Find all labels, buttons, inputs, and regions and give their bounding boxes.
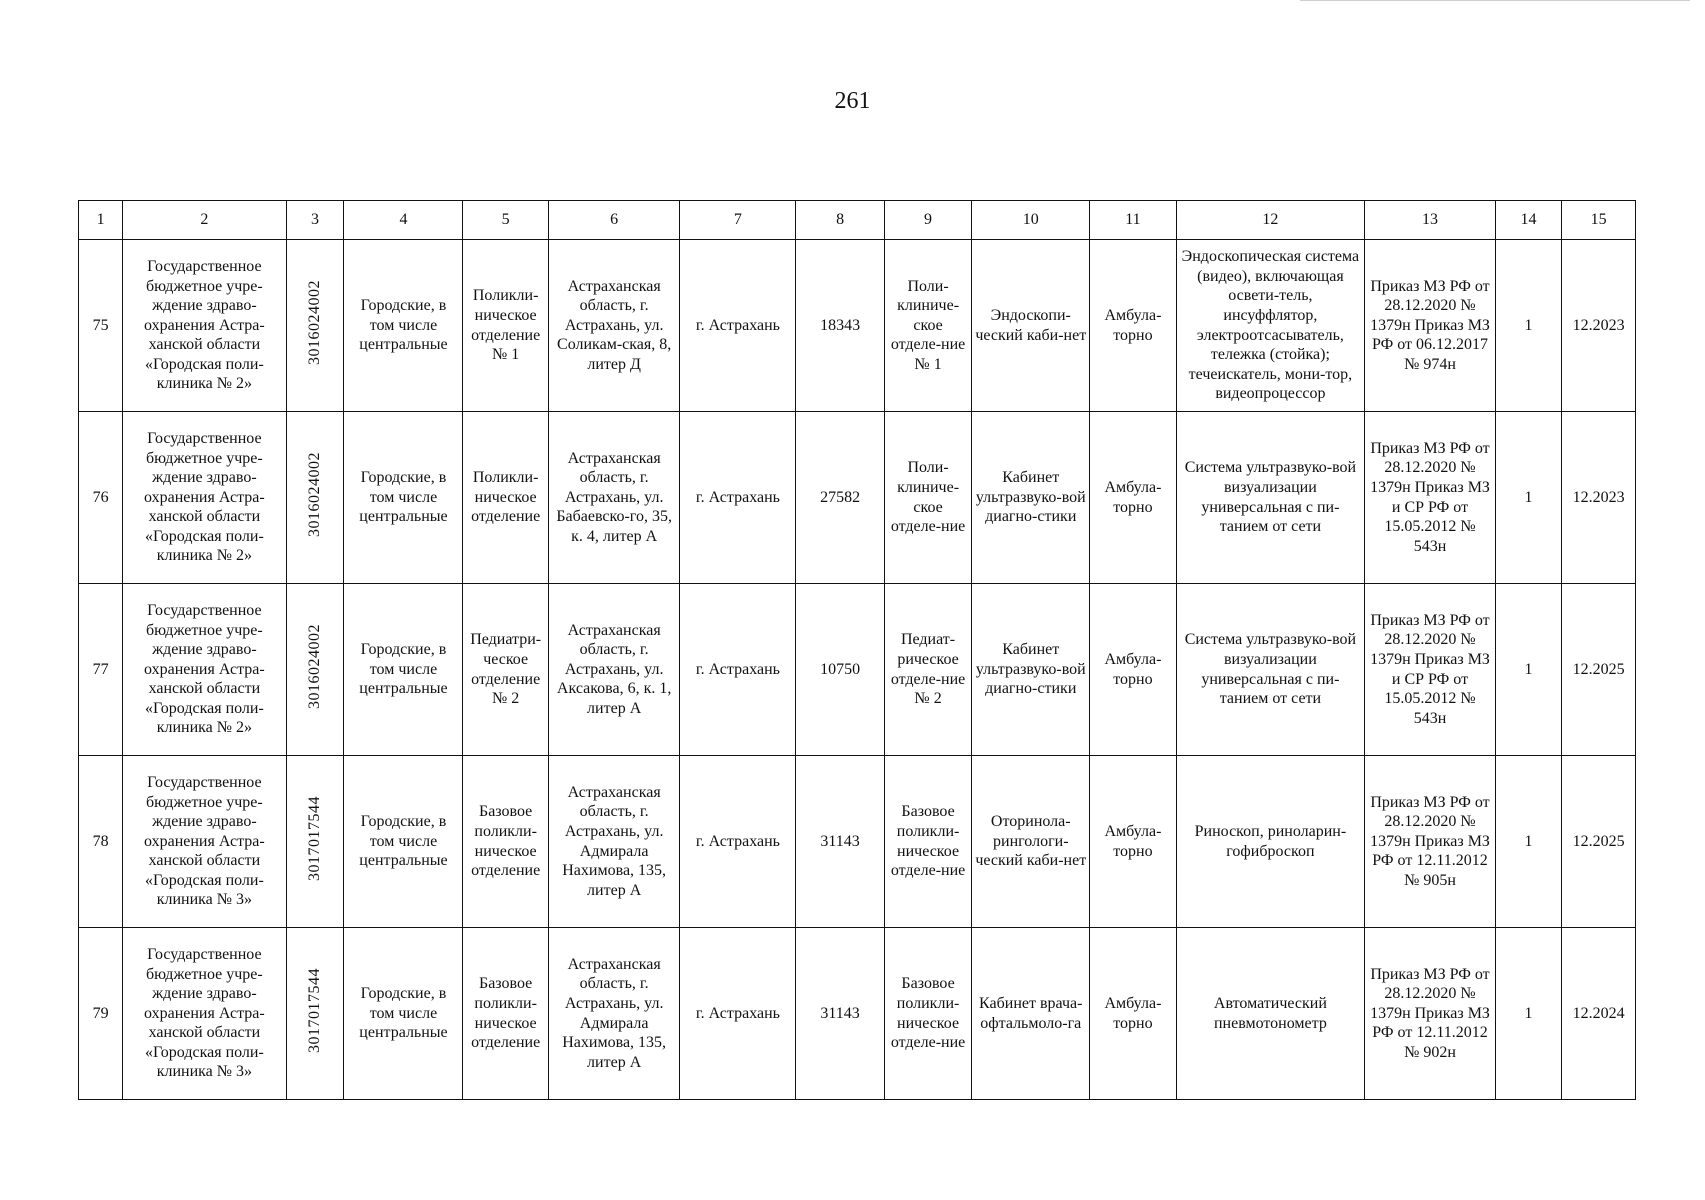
number: 18343 xyxy=(796,240,884,412)
care-mode: Амбула-торно xyxy=(1090,412,1176,584)
equipment: Система ультразвуко-вой визуализации универсальная с пи-танием от сети xyxy=(1176,412,1365,584)
header-row xyxy=(79,201,1636,240)
order-reference: Приказ МЗ РФ от 28.12.2020 № 1379н Приказ МЗ и СР РФ от 15.05.2012 № 543н xyxy=(1365,584,1496,756)
number: 31143 xyxy=(796,928,884,1100)
organization: Государственное бюджетное учре-ждение здраво-охранения Астра-ханской области «Городская поли-клиника № 2» xyxy=(123,584,286,756)
equipment: Автоматический пневмотонометр xyxy=(1176,928,1365,1100)
subdivision: Педиатри-ческое отделение № 2 xyxy=(463,584,548,756)
address: Астраханская область, г. Астрахань, ул. Бабаевско-го, 35, к. 4, литер А xyxy=(548,412,680,584)
room: Кабинет ультразвуко-вой диагно-стики xyxy=(972,584,1090,756)
address: Астраханская область, г. Астрахань, ул. Адмирала Нахимова, 135, литер А xyxy=(548,756,680,928)
quantity: 1 xyxy=(1495,412,1561,584)
equipment: Эндоскопическая система (видео), включающая освети-тель, инсуффлятор, электроотсасыватель, тележка (стойка); течеискатель, мони-тор, видеопроцессор xyxy=(1176,240,1365,412)
organization: Государственное бюджетное учре-ждение здраво-охранения Астра-ханской области «Городская поли-клиника № 2» xyxy=(123,412,286,584)
address: Астраханская область, г. Астрахань, ул. Адмирала Нахимова, 135, литер А xyxy=(548,928,680,1100)
row-number: 78 xyxy=(79,756,123,928)
column-header: 12 xyxy=(1176,201,1365,240)
column-header: 1 xyxy=(79,201,123,240)
settlement-type: Городские, в том числе центральные xyxy=(344,240,463,412)
column-header: 6 xyxy=(548,201,680,240)
column-header: 8 xyxy=(796,201,884,240)
quantity: 1 xyxy=(1495,240,1561,412)
department: Поли-клиниче-ское отделе-ние xyxy=(884,412,971,584)
room: Кабинет ультразвуко-вой диагно-стики xyxy=(972,412,1090,584)
settlement-type: Городские, в том числе центральные xyxy=(344,584,463,756)
row-number: 79 xyxy=(79,928,123,1100)
subdivision: Базовое поликли-ническое отделение xyxy=(463,928,548,1100)
subdivision: Поликли-ническое отделение xyxy=(463,412,548,584)
order-reference: Приказ МЗ РФ от 28.12.2020 № 1379н Приказ МЗ РФ от 12.11.2012 № 902н xyxy=(1365,928,1496,1100)
registry-table xyxy=(78,200,1636,1100)
org-code: 3016024002 xyxy=(306,624,324,710)
organization: Государственное бюджетное учре-ждение здраво-охранения Астра-ханской области «Городская поли-клиника № 2» xyxy=(123,240,286,412)
column-header: 5 xyxy=(463,201,548,240)
number: 31143 xyxy=(796,756,884,928)
care-mode: Амбула-торно xyxy=(1090,584,1176,756)
row-number: 77 xyxy=(79,584,123,756)
due-date: 12.2023 xyxy=(1562,412,1636,584)
column-header: 10 xyxy=(972,201,1090,240)
table-row xyxy=(79,584,1636,756)
column-header: 3 xyxy=(286,201,344,240)
column-header: 2 xyxy=(123,201,286,240)
order-reference: Приказ МЗ РФ от 28.12.2020 № 1379н Приказ МЗ РФ от 12.11.2012 № 905н xyxy=(1365,756,1496,928)
column-header: 11 xyxy=(1090,201,1176,240)
org-code: 3016024002 xyxy=(306,452,324,538)
org-code: 3017017544 xyxy=(306,968,324,1054)
column-header: 14 xyxy=(1495,201,1561,240)
table-row xyxy=(79,412,1636,584)
org-code-cell xyxy=(286,240,344,412)
address: Астраханская область, г. Астрахань, ул. Соликам-ская, 8, литер Д xyxy=(548,240,680,412)
city: г. Астрахань xyxy=(680,928,796,1100)
settlement-type: Городские, в том числе центральные xyxy=(344,928,463,1100)
row-number: 76 xyxy=(79,412,123,584)
subdivision: Базовое поликли-ническое отделение xyxy=(463,756,548,928)
page-number: 261 xyxy=(834,88,871,114)
table-row xyxy=(79,240,1636,412)
city: г. Астрахань xyxy=(680,240,796,412)
organization: Государственное бюджетное учре-ждение здраво-охранения Астра-ханской области «Городская поли-клиника № 3» xyxy=(123,928,286,1100)
address: Астраханская область, г. Астрахань, ул. Аксакова, 6, к. 1, литер А xyxy=(548,584,680,756)
column-header: 15 xyxy=(1562,201,1636,240)
care-mode: Амбула-торно xyxy=(1090,756,1176,928)
due-date: 12.2025 xyxy=(1562,756,1636,928)
org-code-cell xyxy=(286,412,344,584)
city: г. Астрахань xyxy=(680,584,796,756)
column-header: 9 xyxy=(884,201,971,240)
equipment: Риноскоп, риноларин-гофиброскоп xyxy=(1176,756,1365,928)
order-reference: Приказ МЗ РФ от 28.12.2020 № 1379н Приказ МЗ РФ от 06.12.2017 № 974н xyxy=(1365,240,1496,412)
due-date: 12.2025 xyxy=(1562,584,1636,756)
room: Эндоскопи-ческий каби-нет xyxy=(972,240,1090,412)
row-number: 75 xyxy=(79,240,123,412)
org-code-cell xyxy=(286,584,344,756)
top-rule xyxy=(1300,0,1690,1)
org-code: 3017017544 xyxy=(306,796,324,882)
org-code-cell xyxy=(286,756,344,928)
organization: Государственное бюджетное учре-ждение здраво-охранения Астра-ханской области «Городская поли-клиника № 3» xyxy=(123,756,286,928)
settlement-type: Городские, в том числе центральные xyxy=(344,412,463,584)
number: 10750 xyxy=(796,584,884,756)
table-row xyxy=(79,928,1636,1100)
due-date: 12.2023 xyxy=(1562,240,1636,412)
table-row xyxy=(79,756,1636,928)
room: Оторинола-рингологи-ческий каби-нет xyxy=(972,756,1090,928)
number: 27582 xyxy=(796,412,884,584)
quantity: 1 xyxy=(1495,584,1561,756)
department: Базовое поликли-ническое отделе-ние xyxy=(884,928,971,1100)
department: Базовое поликли-ническое отделе-ние xyxy=(884,756,971,928)
department: Педиат-рическое отделе-ние № 2 xyxy=(884,584,971,756)
quantity: 1 xyxy=(1495,928,1561,1100)
subdivision: Поликли-ническое отделение № 1 xyxy=(463,240,548,412)
due-date: 12.2024 xyxy=(1562,928,1636,1100)
quantity: 1 xyxy=(1495,756,1561,928)
org-code-cell xyxy=(286,928,344,1100)
department: Поли-клиниче-ское отделе-ние № 1 xyxy=(884,240,971,412)
column-header: 4 xyxy=(344,201,463,240)
city: г. Астрахань xyxy=(680,756,796,928)
column-header: 7 xyxy=(680,201,796,240)
equipment: Система ультразвуко-вой визуализации универсальная с пи-танием от сети xyxy=(1176,584,1365,756)
org-code: 3016024002 xyxy=(306,280,324,366)
care-mode: Амбула-торно xyxy=(1090,240,1176,412)
order-reference: Приказ МЗ РФ от 28.12.2020 № 1379н Приказ МЗ и СР РФ от 15.05.2012 № 543н xyxy=(1365,412,1496,584)
settlement-type: Городские, в том числе центральные xyxy=(344,756,463,928)
city: г. Астрахань xyxy=(680,412,796,584)
column-header: 13 xyxy=(1365,201,1496,240)
care-mode: Амбула-торно xyxy=(1090,928,1176,1100)
room: Кабинет врача-офтальмоло-га xyxy=(972,928,1090,1100)
